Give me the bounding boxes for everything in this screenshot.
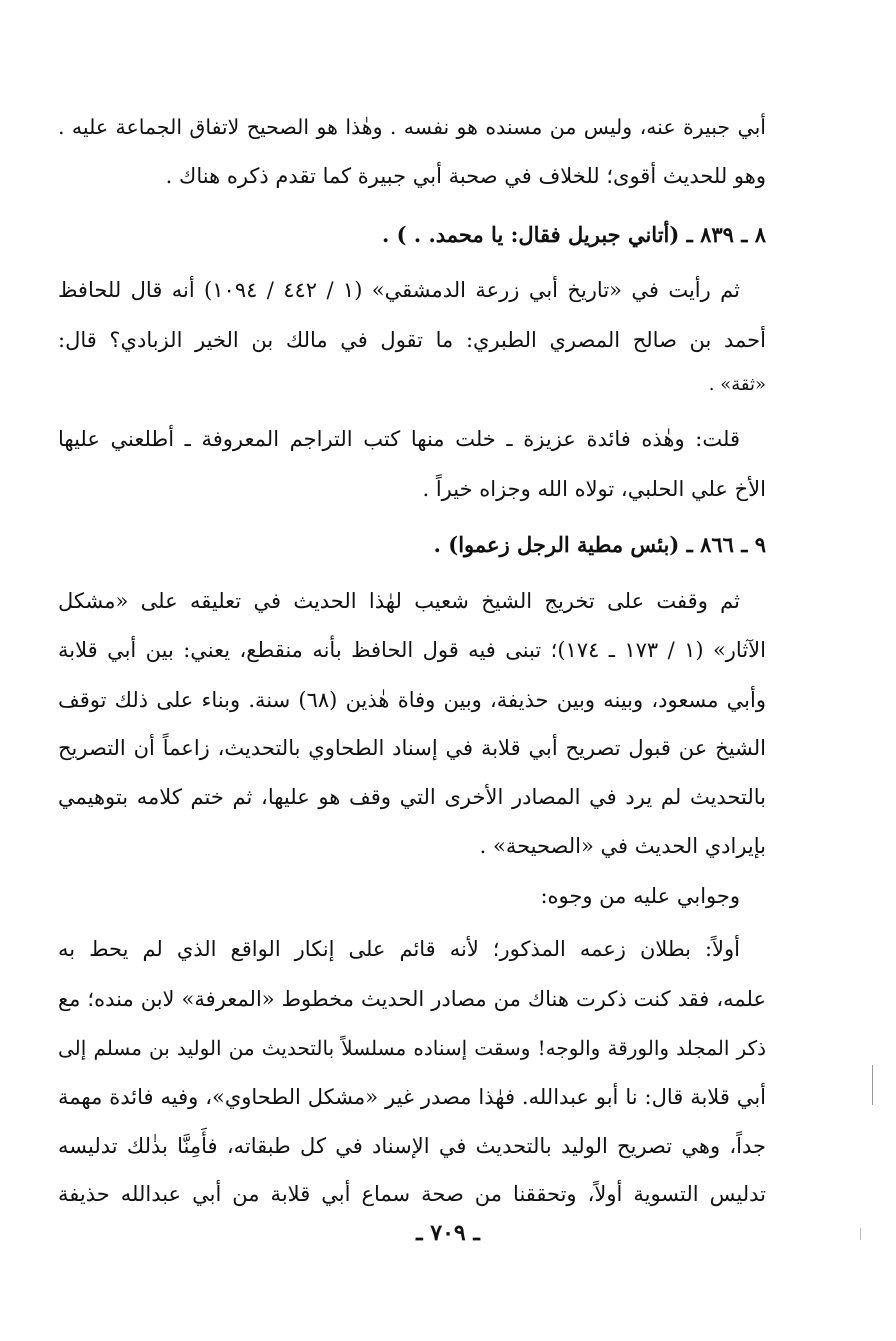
text-line: «ثقة» . (708, 374, 766, 395)
text-line: وهو للحديث أقوى؛ للخلاف في صحبة أبي جبيرة كما تقدم ذكره هناك . (165, 164, 766, 188)
text-line: وأبي مسعود، وبينه وبين حذيفة، وبين وفاة هٰذين (٦٨) سنة. وبناء على ذلك توقف (58, 688, 766, 712)
text-line: تدليس التسوية أولاً، وتحققنا من صحة سماع أبي قلابة من أبي عبدالله حذيفة (58, 1182, 766, 1206)
text-line: قلت: وهٰذه فائدة عزيزة ـ خلت منها كتب التراجم المعروفة ـ أطلعني عليها (58, 427, 740, 451)
text-line: أولاً: بطلان زعمه المذكور؛ لأنه قائم على إنكار الواقع الذي لم يحط به (58, 937, 740, 961)
text-line: ثم رأيت في «تاريخ أبي زرعة الدمشقي» (١ / ٤٤٢ / ١٠٩٤) أنه قال للحافظ (58, 278, 740, 302)
text-line: الآثار» (١ / ١٧٣ ـ ١٧٤)؛ تبنى فيه قول الحافظ بأنه منقطع، يعني: بين أبي قلابة (58, 638, 766, 662)
section-heading-866: ٩ ـ ٨٦٦ ـ (بئس مطية الرجل زعموا) . (433, 532, 766, 557)
text-line: علمه، فقد كنت ذكرت هناك من مصادر الحديث مخطوط «المعرفة» لابن منده؛ مع (58, 987, 766, 1011)
section-heading-839: ٨ ـ ٨٣٩ ـ (أتاني جبريل فقال: يا محمد. . ) . (381, 222, 766, 247)
text-line: جداً، وهي تصريح الوليد بالتحديث في الإسناد في كل طبقاته، فأَمِنَّا بذٰلك تدليسه (58, 1134, 766, 1158)
page-number: ـ ٧٠٩ ـ (416, 1220, 480, 1246)
text-line: الشيخ عن قبول تصريح أبي قلابة في إسناد الطحاوي بالتحديث، زاعماً أن التصريح (58, 736, 766, 760)
text-line: الأخ علي الحلبي، تولاه الله وجزاه خيراً . (422, 477, 766, 501)
text-line: أبي جبيرة عنه، وليس من مسنده هو نفسه . وهٰذا هو الصحيح لاتفاق الجماعة عليه . (58, 115, 766, 139)
scan-margin-mark (860, 1228, 861, 1240)
text-line: ذكر المجلد والورقة والوجه! وسقت إسناده مسلسلاً بالتحديث من الوليد بن مسلم إلى (58, 1036, 766, 1060)
scan-margin-mark (872, 1065, 873, 1105)
text-line: أبي قلابة قال: نا أبو عبدالله. فهٰذا مصدر غير «مشكل الطحاوي»، وفيه فائدة مهمة (58, 1085, 766, 1109)
text-line: وجوابي عليه من وجوه: (540, 884, 740, 908)
text-line: أحمد بن صالح المصري الطبري: ما تقول في مالك بن الخير الزبادي؟ قال: (58, 328, 766, 352)
text-line: بالتحديث لم يرد في المصادر الأخرى التي وقف هو عليها، ثم ختم كلامه بتوهيمي (58, 785, 766, 809)
text-line: بإيرادي الحديث في «الصحيحة» . (479, 834, 766, 858)
text-line: ثم وقفت على تخريج الشيخ شعيب لهٰذا الحديث في تعليقه على «مشكل (58, 589, 740, 613)
